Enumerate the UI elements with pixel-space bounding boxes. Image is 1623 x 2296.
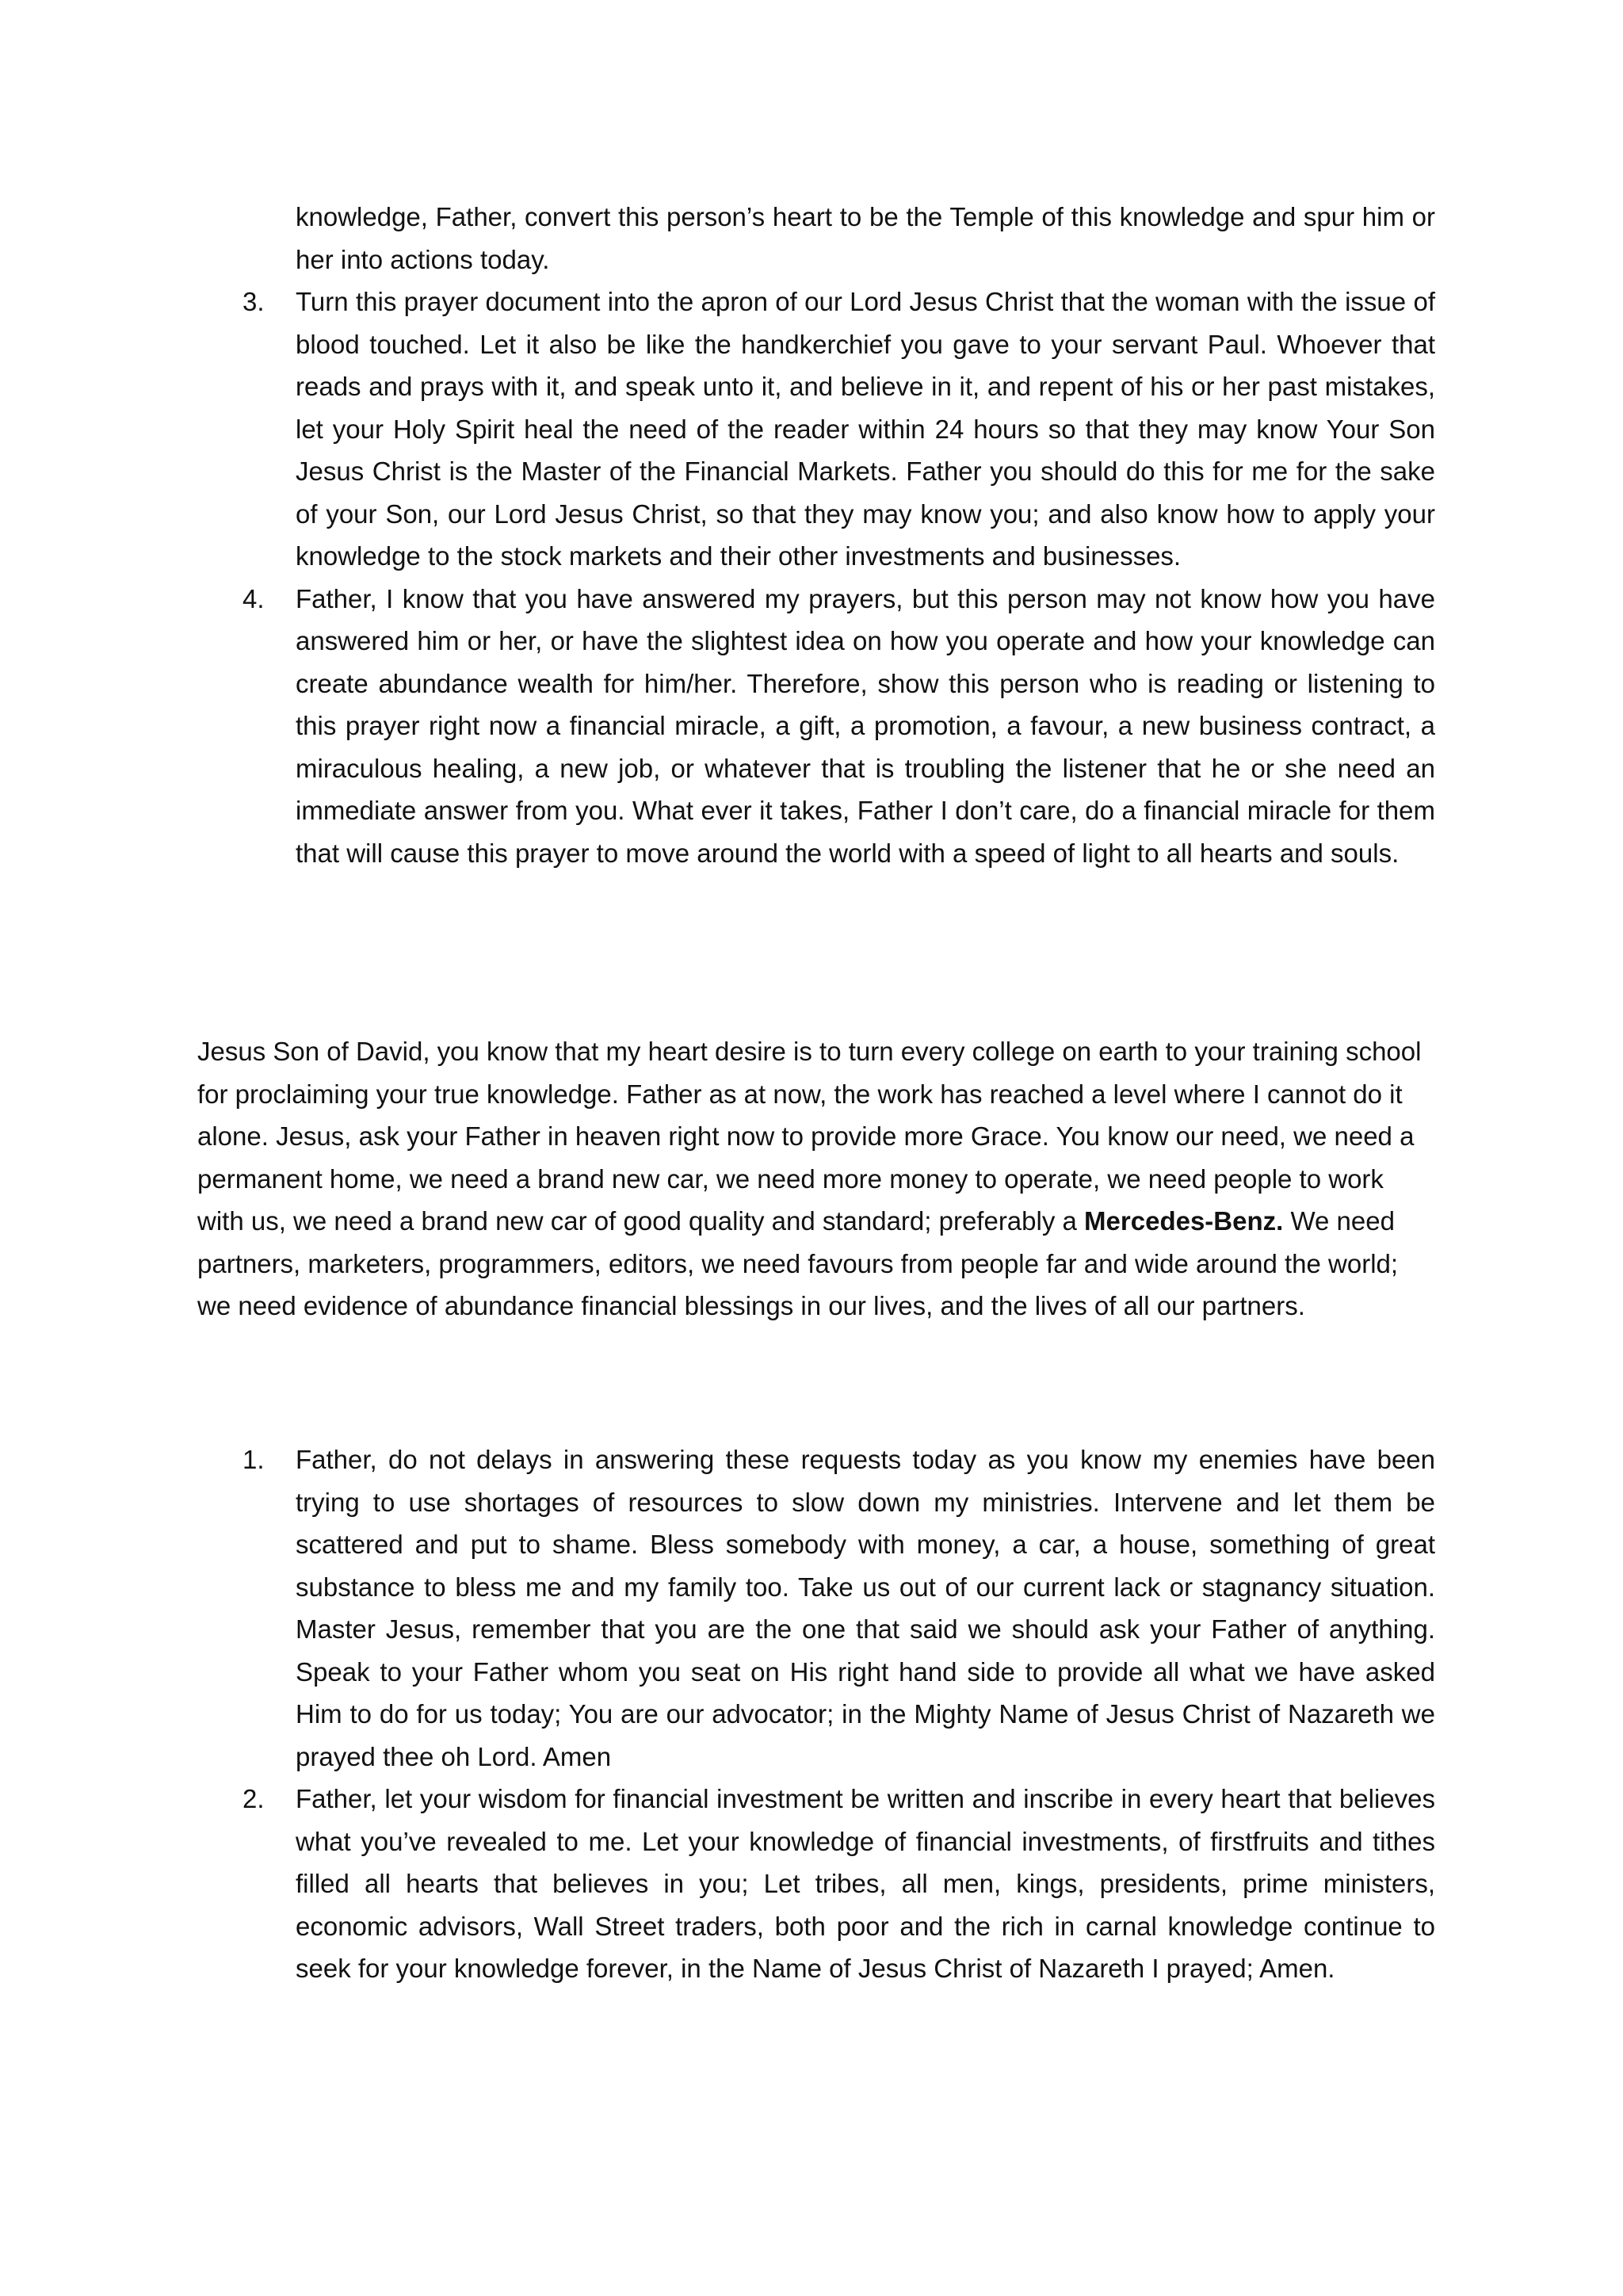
paragraph-text-end: We need partners, marketers, programmers, editors, we need favours from people far and wide around the world; we need evidence of abundance financial blessings in our lives, and the lives of all our partners. bbox=[197, 1206, 1399, 1320]
list-item-2 bbox=[242, 1778, 1435, 1990]
list-item-4 bbox=[242, 578, 1435, 875]
paragraph-bold-text: Mercedes-Benz. bbox=[1084, 1206, 1284, 1236]
list-item-continuation bbox=[296, 196, 1435, 281]
list-item-text: Father, let your wisdom for financial investment be written and inscribe in every heart that believes what you’ve revealed to me. Let your knowledge of financial investments, of firstfruits and tithes filled all hearts that believes in you; Let tribes, all men, kings, presidents, prime ministers, economic advisors, Wall Street traders, both poor and the rich in carnal knowledge continue to seek for your knowledge forever, in the Name of Jesus Christ of Nazareth I prayed; Amen. bbox=[296, 1784, 1435, 1983]
list-item-number: 4. bbox=[242, 583, 265, 613]
top-numbered-list bbox=[242, 196, 1435, 874]
list-item-text: knowledge, Father, convert this person’s heart to be the Temple of this knowledge and spur him or her into actions today. bbox=[296, 202, 1435, 274]
list-item-text: Turn this prayer document into the apron of our Lord Jesus Christ that the woman with the issue of blood touched. Let it also be like the handkerchief you gave to your servant Paul. Whoever that reads and prays with it, and speak unto it, and believe in it, and repent of his or her past mistakes, let your Holy Spirit heal the need of the reader within 24 hours so that they may know Your Son Jesus Christ is the Master of the Financial Markets. Father you should do this for me for the sake of your Son, our Lord Jesus Christ, so that they may know you; and also know how to apply your knowledge to the stock markets and their other investments and businesses. bbox=[296, 287, 1435, 571]
list-item-text: Father, do not delays in answering these requests today as you know my enemies have been trying to use shortages of resources to slow down my ministries. Intervene and let them be scattered and put to shame. Bless somebody with money, a car, a house, something of great substance to bless me and my family too. Take us out of our current lack or stagnancy situation. Master Jesus, remember that you are the one that said we should ask your Father of anything. Speak to your Father whom you seat on His right hand side to provide all what we have asked Him to do for us today; You are our advocator; in the Mighty Name of Jesus Christ of Nazareth we prayed thee oh Lord. Amen bbox=[296, 1445, 1435, 1771]
list-item-3 bbox=[242, 281, 1435, 578]
list-item-number: 2. bbox=[242, 1784, 265, 1813]
list-item-text: Father, I know that you have answered my prayers, but this person may not know how you have answered him or her, or have the slightest idea on how you operate and how your knowledge can create abundance wealth for him/her. Therefore, show this person who is reading or listening to this prayer right now a financial miracle, a gift, a promotion, a favour, a new business contract, a miraculous healing, a new job, or whatever that is troubling the listener that he or she need an immediate answer from you. What ever it takes, Father I don’t care, do a financial miracle for them that will cause this prayer to move around the world with a speed of light to all hearts and souls. bbox=[296, 583, 1435, 868]
bottom-numbered-list bbox=[242, 1438, 1435, 1990]
list-item-number: 3. bbox=[242, 287, 265, 316]
list-item-1 bbox=[242, 1438, 1435, 1778]
body-paragraph bbox=[197, 1030, 1435, 1328]
list-item-number: 1. bbox=[242, 1445, 265, 1474]
paragraph-text: Jesus Son of David, you know that my heart desire is to turn every college on earth to your training school for proclaiming your true knowledge. Father as at now, the work has reached a level where I cannot do it alone. Jesus, ask your Father in heaven right now to provide more Grace. You know our need, we need a permanent home, we need a brand new car, we need more money to operate, we need people to work with us, we need a brand new car of good quality and standard; preferably a bbox=[197, 1037, 1422, 1236]
